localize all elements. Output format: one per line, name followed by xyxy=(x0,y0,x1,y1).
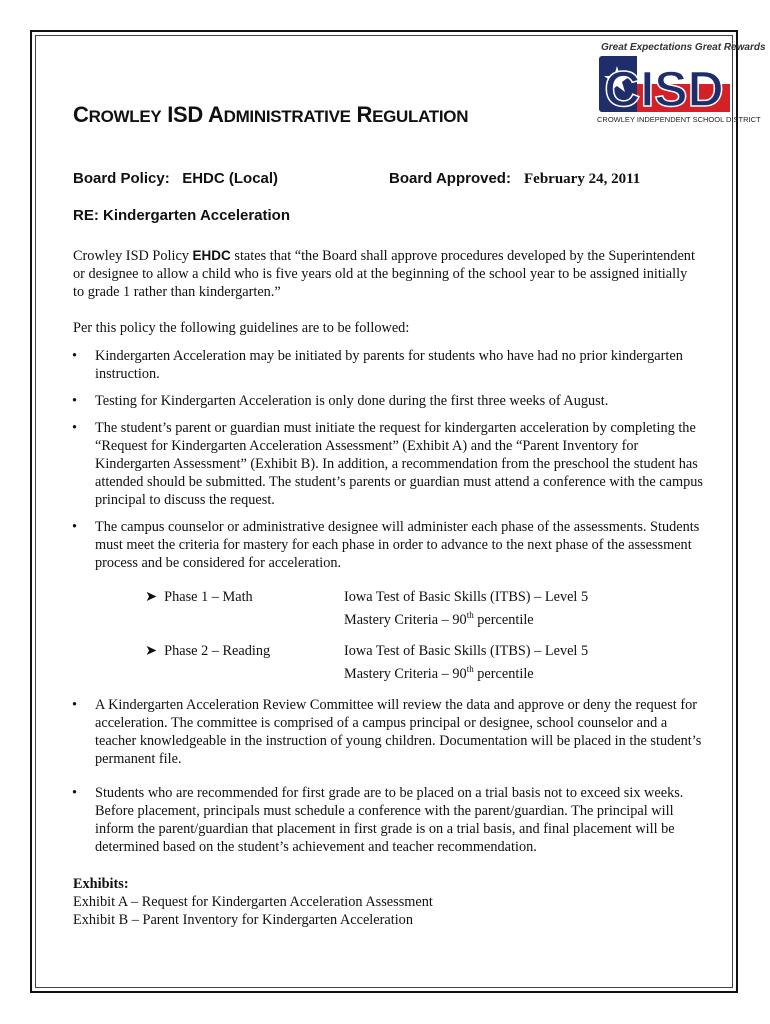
exhibit-b: Exhibit B – Parent Inventory for Kindergarten Acceleration xyxy=(73,912,413,928)
logo-district-name: CROWLEY INDEPENDENT SCHOOL DISTRICT xyxy=(597,115,761,124)
list-item: • The student’s parent or guardian must initiate the request for kindergarten acceleration by completing the “Request for Kindergarten Acceleration Assessment” (Exhibit A) and the “Parent Inventory for Kindergarten Assessment” (Exhibit B). In addition, a recommendation from the preschool the student has attended should be submitted. The student’s parents or guardian must attend a conference with the campus principal to discuss the request. xyxy=(72,420,703,508)
arrow-bullet-icon: ➤ xyxy=(145,643,157,659)
list-item: • The campus counselor or administrative designee will administer each phase of the assessments. Students must meet the criteria for mastery for each phase in order to advance to the next phase of the assessment process and be considered for acceleration. xyxy=(72,519,700,571)
exhibits-section xyxy=(73,875,433,929)
list-item: • Testing for Kindergarten Acceleration is only done during the first three weeks of August. xyxy=(72,393,609,409)
board-approved-date: February 24, 2011 xyxy=(524,171,641,187)
logo-letters: CISD xyxy=(604,61,724,114)
board-policy: Board Policy: EHDC (Local) xyxy=(73,170,279,187)
exhibit-a: Exhibit A – Request for Kindergarten Acceleration Assessment xyxy=(73,894,433,910)
guidelines-line: Per this policy the following guidelines are to be followed: xyxy=(73,320,410,336)
re-line: RE: Kindergarten Acceleration xyxy=(73,207,290,224)
phase-2-label: ➤ Phase 2 – Reading xyxy=(145,643,271,659)
board-approved-label: Board Approved: xyxy=(389,170,511,187)
intro-paragraph: Crowley ISD Policy EHDC states that “the Board shall approve procedures developed by the Superintendent or designee to allow a child who is five years old at the beginning of the school year to be assigned initially to grade 1 rather than kindergarten.” xyxy=(73,248,695,300)
arrow-bullet-icon: ➤ xyxy=(145,589,157,605)
phase-1-details: Iowa Test of Basic Skills (ITBS) – Level 5 Mastery Criteria – 90th percentile xyxy=(344,589,589,628)
list-item: • Students who are recommended for first grade are to be placed on a trial basis not to exceed six weeks. Before placement, principals must schedule a conference with the parent/guardian. The principal will inform the parent/guardian that placement in first grade is on a trial basis, and final placement will be determined based on the student’s achievement and teacher recommendation. xyxy=(72,785,684,855)
list-item: • A Kindergarten Acceleration Review Committee will review the data and approve or deny the request for acceleration. The committee is comprised of a campus principal or designee, school counselor and a teacher knowledgeable in the instruction of young children. Documentation will be placed in the student’s permanent file. xyxy=(72,697,702,767)
exhibits-heading: Exhibits: xyxy=(73,876,129,892)
phase-2-details: Iowa Test of Basic Skills (ITBS) – Level 5 Mastery Criteria – 90th percentile xyxy=(344,643,589,682)
cisd-logo-mark xyxy=(597,54,732,114)
phase-1-label: ➤ Phase 1 – Math xyxy=(145,589,253,605)
cisd-logo xyxy=(597,42,766,127)
logo-tagline: Great Expectations Great Rewards xyxy=(601,42,766,53)
list-item: • Kindergarten Acceleration may be initiated by parents for students who have had no prior kindergarten instruction. xyxy=(72,348,683,382)
page-title: CROWLEY ISD ADMINISTRATIVE REGULATION xyxy=(73,102,469,127)
